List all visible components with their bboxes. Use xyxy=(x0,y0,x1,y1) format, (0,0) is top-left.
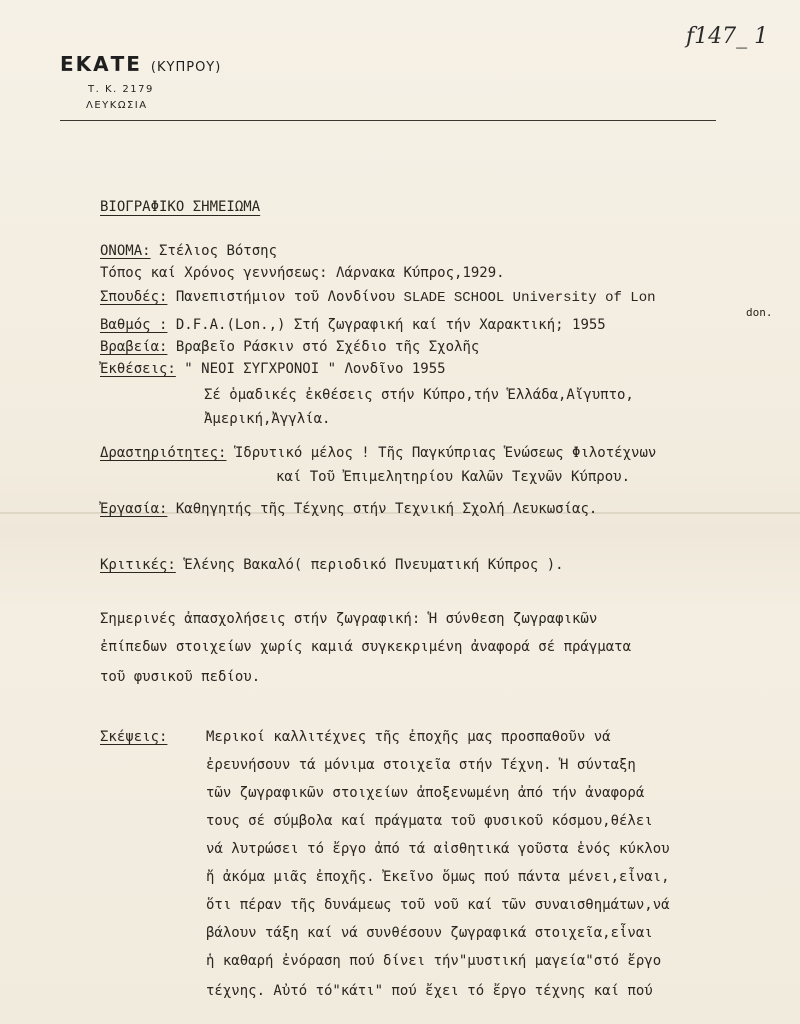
birth-label: Τόπος καί Χρόνος γεννήσεως: xyxy=(100,265,328,281)
name-label: ΟΝΟΜΑ: xyxy=(100,243,151,259)
thoughts-line: τῶν ζωγραφικῶν στοιχείων ἀποξενωμένη ἀπό τήν ἀναφορά xyxy=(206,785,645,801)
work-label: Ἐργασία: xyxy=(100,501,168,517)
activities-line2: καί Τοῦ Ἐπιμελητηρίου Καλῶν Τεχνῶν Κύπρου. xyxy=(276,469,631,485)
thoughts-line: τους σέ σύμβολα καί πράγματα τοῦ φυσικοῦ κόσμου,θέλει xyxy=(206,813,653,829)
occupations-line1: Σημερινές ἀπασχολήσεις στήν ζωγραφική: Ἡ σύνθεση ζωγραφικῶν xyxy=(100,611,598,627)
exhibitions-row xyxy=(100,360,446,378)
exhibitions-line1: " ΝΕΟΙ ΣΥΓΧΡΟΝΟΙ " Λονδῖνο 1955 xyxy=(184,361,446,377)
studies-value-latin: SLADE SCHOOL University of Lon xyxy=(403,290,656,306)
exhibitions-line2: Σέ ὁμαδικές ἐκθέσεις στήν Κύπρο,τήν Ἑλλάδα,Αἴγυπτο, xyxy=(204,387,634,403)
birth-value: Λάρνακα Κύπρος,1929. xyxy=(336,265,505,281)
awards-label: Βραβεία: xyxy=(100,339,168,355)
thoughts-line: βάλουν τάξη καί νά συνθέσουν ζωγραφικά στοιχεῖα,εἶναι xyxy=(206,925,653,941)
exhibitions-label: Ἐκθέσεις: xyxy=(100,361,176,377)
degree-row xyxy=(100,316,606,334)
occupations-line3: τοῦ φυσικοῦ πεδίου. xyxy=(100,669,261,685)
thoughts-line: ἡ καθαρή ἐνόραση πού δίνει τήν"μυστική μαγεία"στό ἔργο xyxy=(206,953,662,969)
exhibitions-line3: Ἀμερική,Ἀγγλία. xyxy=(204,411,331,427)
org-name: ΕΚΑΤΕ xyxy=(60,52,142,76)
critics-label: Κριτικές: xyxy=(100,557,176,573)
document-title: ΒΙΟΓΡΑΦΙΚΟ ΣΗΜΕΙΩΜΑ xyxy=(100,199,261,215)
postal-box: Τ. Κ. 2179 xyxy=(88,84,154,95)
occupations-line2: ἐπίπεδων στοιχείων χωρίς καμιά συγκεκριμένη ἀναφορά σέ πράγματα xyxy=(100,639,632,655)
studies-value-tail: don. xyxy=(746,306,773,319)
thoughts-line: τέχνης. Αὐτό τό"κάτι" πού ἔχει τό ἔργο τέχνης καί πού xyxy=(206,983,653,999)
thoughts-line: Μερικοί καλλιτέχνες τῆς ἐποχῆς μας προσπαθοῦν νά xyxy=(206,729,611,745)
birth-row xyxy=(100,264,505,282)
studies-label: Σπουδές: xyxy=(100,289,168,305)
thoughts-line: νά λυτρώσει τό ἔργο ἀπό τά αἰσθητικά γοῦστα ἑνός κύκλου xyxy=(206,841,670,857)
header-rule xyxy=(60,120,716,121)
work-value: Καθηγητής τῆς Τέχνης στήν Τεχνική Σχολή Λευκωσίας. xyxy=(175,501,598,517)
awards-value: Βραβεῖο Ράσκιν στό Σχέδιο τῆς Σχολῆς xyxy=(175,339,480,355)
handwritten-annotation: f147_ 1 xyxy=(686,24,769,49)
awards-row xyxy=(100,338,479,356)
name-value: Στέλιος Βότσης xyxy=(159,243,278,259)
city: ΛΕΥΚΩΣΙΑ xyxy=(86,100,148,111)
thoughts-label: Σκέψεις: xyxy=(100,729,168,745)
thoughts-line: ἐρευνήσουν τά μόνιμα στοιχεῖα στήν Τέχνη. Ἡ σύνταξη xyxy=(206,757,636,773)
thoughts-line: ἤ ἀκόμα μιᾶς ἐποχῆς. Ἐκεῖνο ὅμως πού πάντα μένει,εἶναι, xyxy=(206,869,670,885)
critics-row xyxy=(100,556,564,574)
critics-value: Ἑλένης Βακαλό( περιοδικό Πνευματική Κύπρος ). xyxy=(184,557,564,573)
name-row xyxy=(100,242,277,260)
degree-value: D.F.A.(Lon.,) Στή ζωγραφική καί τήν Χαρακτική; 1955 xyxy=(175,317,606,333)
letterhead-org xyxy=(60,52,221,76)
studies-row xyxy=(100,288,656,307)
activities-row xyxy=(100,444,656,462)
studies-value: Πανεπιστήμιον τοῦ Λονδίνου xyxy=(175,289,396,305)
activities-line1: Ἱδρυτικό μέλος ! Τῆς Παγκύπριας Ἑνώσεως Φιλοτέχνων xyxy=(234,445,657,461)
thoughts-line: ὅτι πέραν τῆς δυνάμεως τοῦ νοῦ καί τῶν συναισθημάτων,νά xyxy=(206,897,670,913)
org-country: (ΚΥΠΡΟΥ) xyxy=(150,60,222,75)
work-row xyxy=(100,500,597,518)
activities-label: Δραστηριότητες: xyxy=(100,445,227,461)
degree-label: Βαθμός : xyxy=(100,317,168,333)
